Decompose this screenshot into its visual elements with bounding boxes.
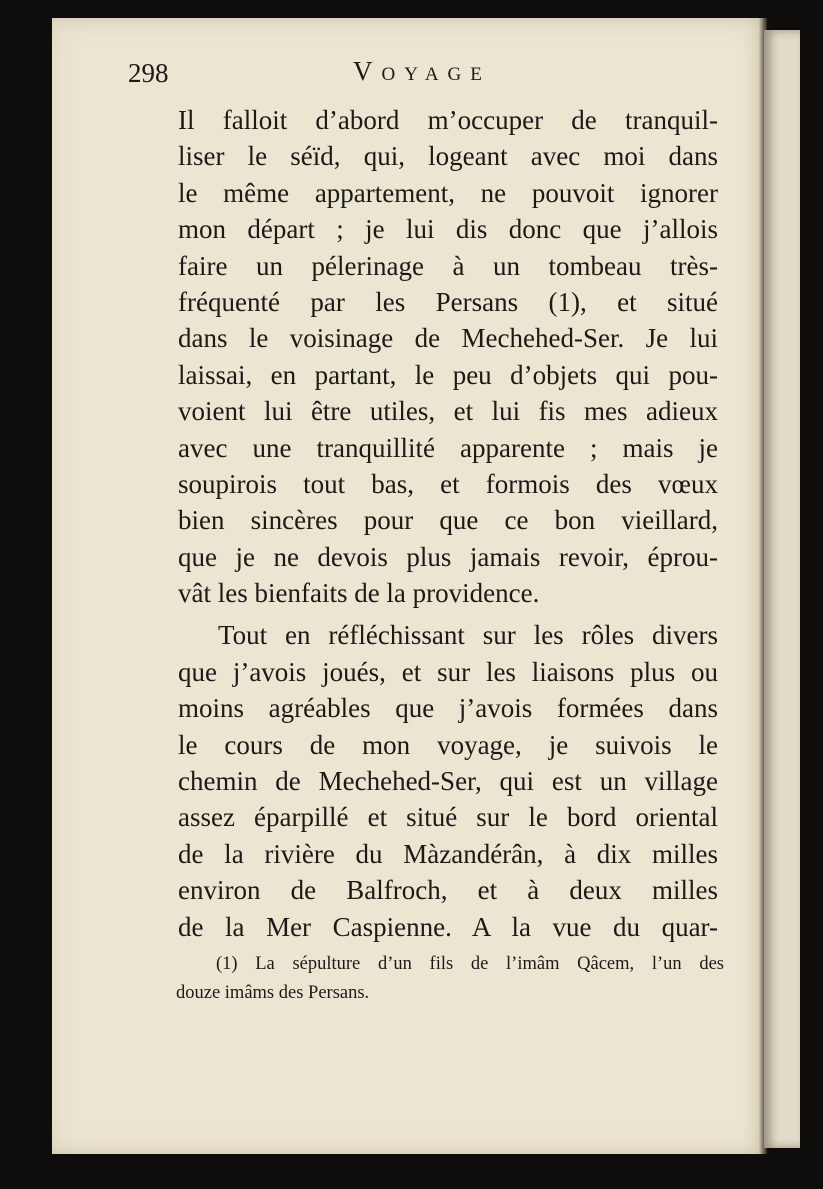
text-line: laissai, en partant, le peu d’objets qui pou- <box>178 359 718 390</box>
text-line: liser le séïd, qui, logeant avec moi dans <box>178 141 718 172</box>
text-line: que j’avois joués, et sur les liaisons plus ou <box>178 656 718 687</box>
text-line: assez éparpillé et situé sur le bord oriental <box>178 802 718 833</box>
text-line: moins agréables que j’avois formées dans <box>178 693 718 724</box>
text-line: soupirois tout bas, et formois des vœux <box>178 468 718 499</box>
text-line: voient lui être utiles, et lui fis mes adieux <box>178 396 718 427</box>
text-line: que je ne devois plus jamais revoir, éprou- <box>178 541 718 572</box>
text-line: environ de Balfroch, et à deux milles <box>178 875 718 906</box>
text-line: Il falloit d’abord m’occuper de tranquil- <box>178 105 718 135</box>
text-line: le cours de mon voyage, je suivois le <box>178 729 718 760</box>
page-header <box>128 56 728 90</box>
page-number: 298 <box>128 58 169 88</box>
footnote <box>176 950 724 1008</box>
text-line: de la rivière du Màzandérân, à dix milles <box>178 838 718 869</box>
text-line: fréquenté par les Persans (1), et situé <box>178 286 718 317</box>
text-line: vât les bienfaits de la providence. <box>178 578 540 609</box>
paragraph-2 <box>178 617 718 945</box>
text-line: avec une tranquillité apparente ; mais je <box>178 432 718 463</box>
text-line: chemin de Mechehed-Ser, qui est un village <box>178 766 718 797</box>
text-line: Tout en réfléchissant sur les rôles divers <box>218 620 718 651</box>
text-line: faire un pélerinage à un tombeau très- <box>178 250 718 281</box>
text-line: mon départ ; je lui dis donc que j’allois <box>178 214 718 245</box>
book-page-right-edge <box>764 30 800 1148</box>
text-line: bien sincères pour que ce bon vieillard, <box>178 505 718 536</box>
footnote-line: (1) La sépulture d’un fils de l’imâm Qâcem, l’un des <box>216 954 724 974</box>
text-line: le même appartement, ne pouvoit ignorer <box>178 177 718 208</box>
text-line: dans le voisinage de Mechehed-Ser. Je lui <box>178 323 718 354</box>
paragraph-1 <box>178 102 718 611</box>
text-line: de la Mer Caspienne. A la vue du quar- <box>178 911 718 942</box>
body-text <box>178 102 718 945</box>
footnote-line: douze imâms des Persans. <box>176 983 370 1003</box>
running-title: Voyage <box>353 56 491 86</box>
